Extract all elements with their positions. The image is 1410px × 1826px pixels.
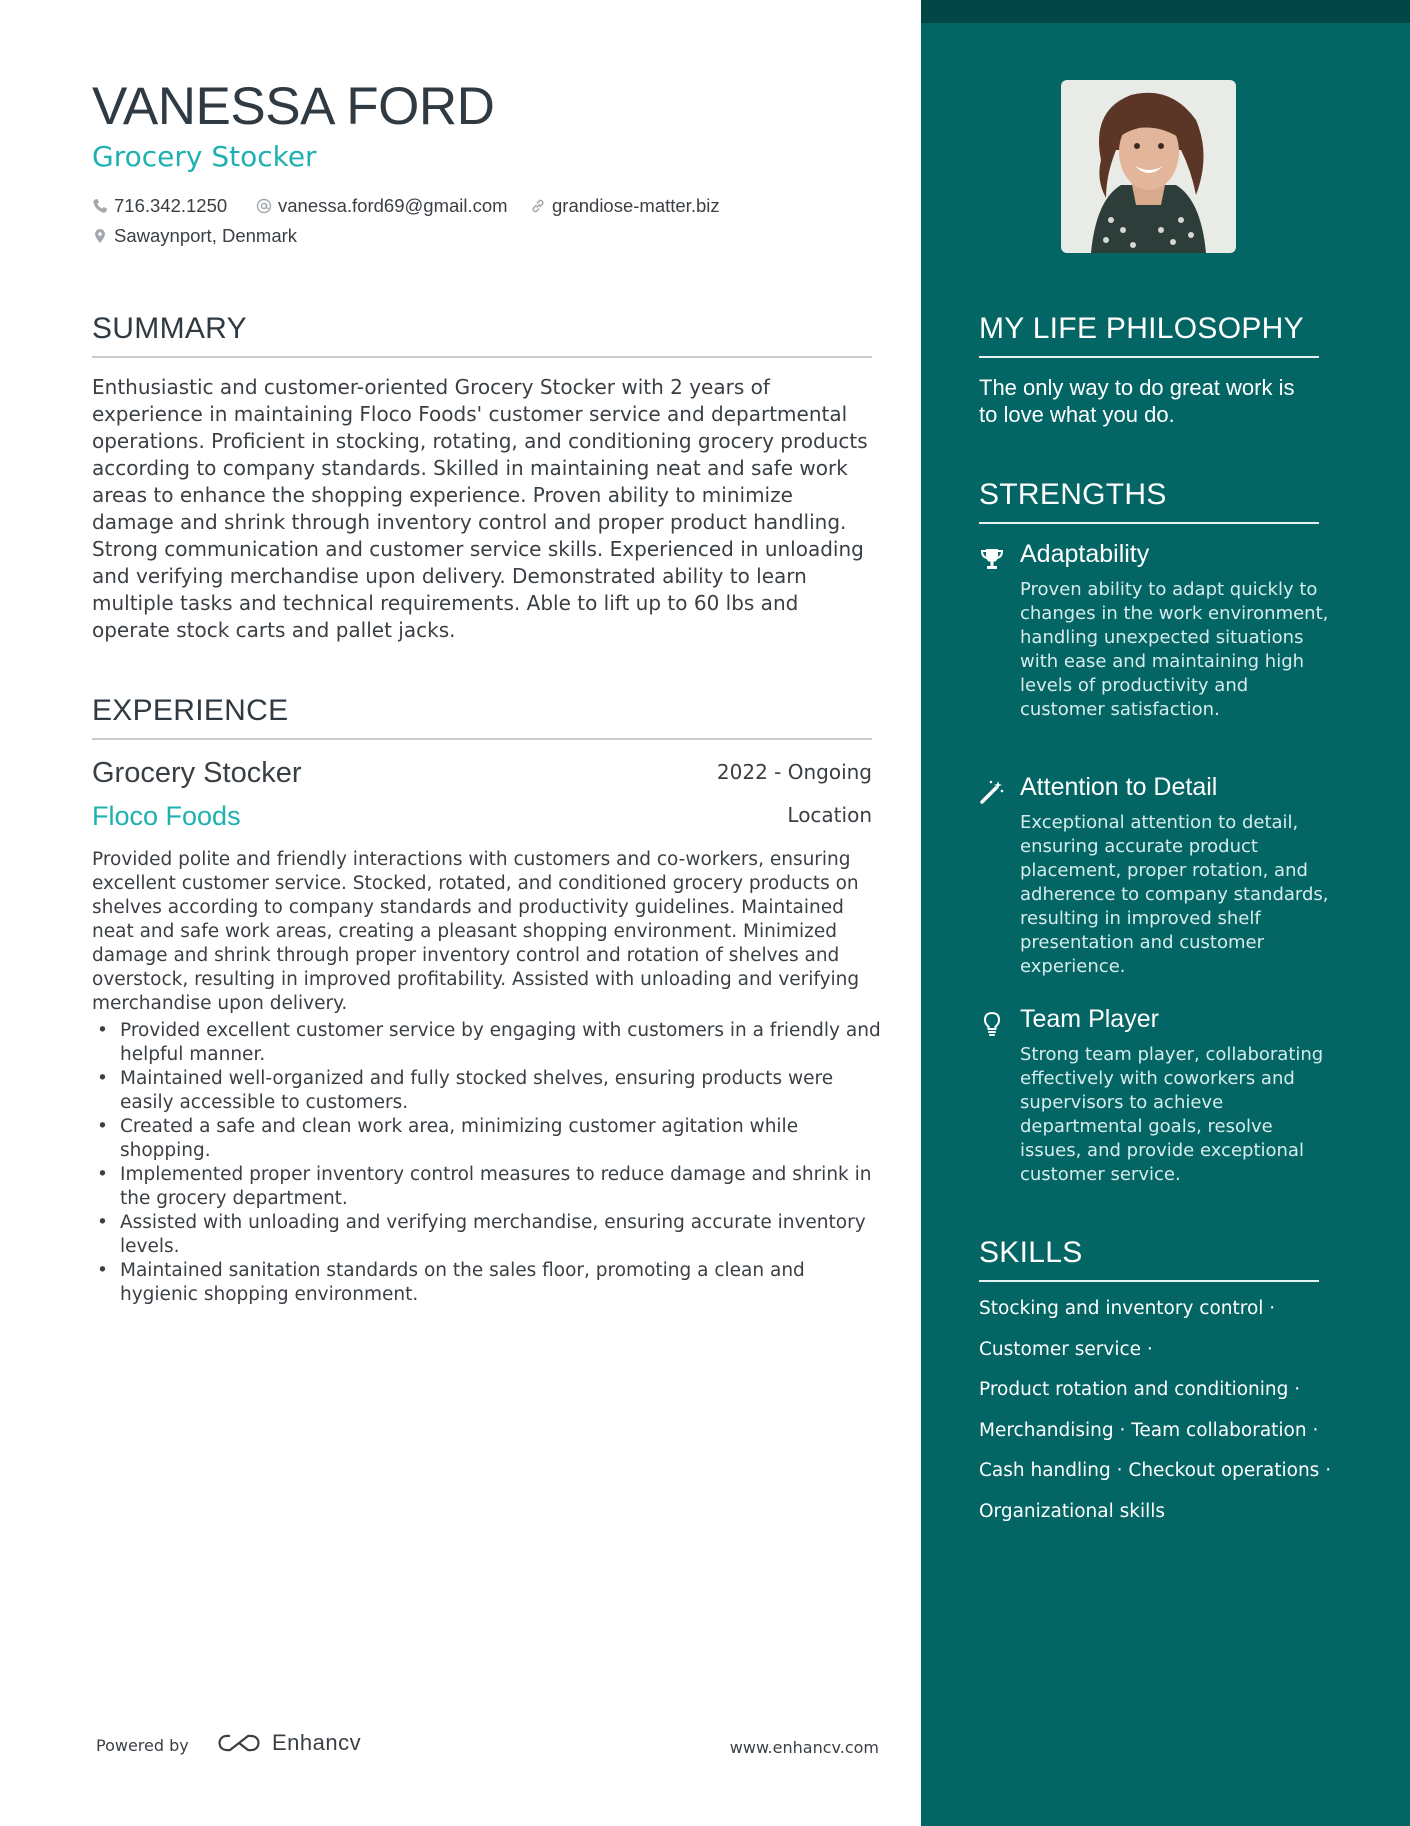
summary-heading: SUMMARY xyxy=(92,312,872,358)
summary-text: Enthusiastic and customer-oriented Grocery Stocker with 2 years of experience in maintaining Floco Foods' customer service and departmental operations. Proficient in stocking, rotating, and conditioning grocery products according to company standards. Skilled in maintaining neat and safe work areas to enhance the shopping experience. Proven ability to minimize damage and shrink through inventory control and proper product handling. Strong communication and customer service skills. Experienced in unloading and verifying merchandise upon delivery. Demonstrated ability to learn multiple tasks and technical requirements. Able to lift up to 60 lbs and operate stock carts and pallet jacks. xyxy=(92,375,868,642)
trophy-icon xyxy=(979,546,1005,572)
job-bullet: • Maintained sanitation standards on the sales floor, promoting a clean and hygienic shopping environment. xyxy=(92,1259,882,1307)
job-location: Location xyxy=(787,803,872,827)
skill-line: Cash handling · Checkout operations · xyxy=(979,1460,1332,1481)
strength-description: Proven ability to adapt quickly to changes in the work environment, handling unexpected situations with ease and maintaining high levels of productivity and customer satisfaction. xyxy=(1020,579,1329,720)
job-bullet: • Maintained well-organized and fully stocked shelves, ensuring products were easily accessible to customers. xyxy=(92,1067,882,1115)
strength-title: Adaptability xyxy=(1020,540,1150,568)
link-icon xyxy=(530,198,546,214)
experience-heading: EXPERIENCE xyxy=(92,694,872,740)
location-text: Sawaynport, Denmark xyxy=(114,225,298,246)
candidate-name: VANESSA FORD xyxy=(92,77,495,136)
job-bullet: • Assisted with unloading and verifying merchandise, ensuring accurate inventory levels. xyxy=(92,1211,882,1259)
email-text[interactable]: vanessa.ford69@gmail.com xyxy=(278,195,508,216)
website-text[interactable]: grandiose-matter.biz xyxy=(552,195,720,216)
job-bullet: • Implemented proper inventory control measures to reduce damage and shrink in the grocery department. xyxy=(92,1163,882,1211)
enhancv-logo[interactable] xyxy=(216,1730,361,1756)
candidate-role: Grocery Stocker xyxy=(92,140,317,173)
skill-line: Merchandising · Team collaboration · xyxy=(979,1419,1319,1441)
strength-description: Exceptional attention to detail, ensuring accurate product placement, proper rotation, and adherence to company standards, resulting in improved shelf presentation and customer experience. xyxy=(1020,812,1329,977)
lightbulb-icon xyxy=(979,1011,1005,1037)
contact-phone xyxy=(92,195,227,217)
contact-location xyxy=(92,225,297,247)
strengths-heading: STRENGTHS xyxy=(979,478,1319,524)
profile-photo xyxy=(1061,80,1236,253)
strength-title: Team Player xyxy=(1020,1005,1159,1033)
powered-by-label: Powered by xyxy=(96,1736,189,1755)
footer-url[interactable]: www.enhancv.com xyxy=(729,1738,879,1757)
job-title: Grocery Stocker xyxy=(92,757,302,789)
skill-line: Stocking and inventory control · xyxy=(979,1298,1276,1319)
strength-title: Attention to Detail xyxy=(1020,773,1218,801)
location-pin-icon xyxy=(92,228,108,244)
job-bullet: • Created a safe and clean work area, minimizing customer agitation while shopping. xyxy=(92,1115,882,1163)
profile-photo-illustration xyxy=(1061,80,1236,253)
job-dates: 2022 - Ongoing xyxy=(716,760,872,784)
enhancv-logo-icon xyxy=(216,1731,262,1755)
skill-line: Organizational skills xyxy=(979,1500,1166,1522)
sidebar-top-bar xyxy=(921,0,1410,23)
sidebar xyxy=(921,0,1410,1826)
skills-list xyxy=(979,1298,1339,1541)
magic-wand-icon xyxy=(979,779,1005,805)
philosophy-heading: MY LIFE PHILOSOPHY xyxy=(979,312,1319,358)
philosophy-text: The only way to do great work is to love what you do. xyxy=(979,375,1295,427)
phone-text[interactable]: 716.342.1250 xyxy=(114,195,228,216)
job-bullet-list xyxy=(92,1019,882,1307)
strength-description: Strong team player, collaborating effectively with coworkers and supervisors to achieve departmental goals, resolve issues, and provide exceptional customer service. xyxy=(1020,1044,1324,1185)
skill-line: Customer service · xyxy=(979,1338,1153,1360)
job-description: Provided polite and friendly interactions with customers and co-workers, ensuring excellent customer service. Stocked, rotated, and conditioned grocery products on shelves according to company standards and productivity guidelines. Maintained neat and safe work areas, creating a pleasant shopping environment. Minimized damage and shrink through proper inventory control and rotation of shelves and overstock, resulting in improved profitability. Assisted with unloading and verifying merchandise upon delivery. xyxy=(92,849,860,1014)
at-sign-icon xyxy=(256,198,272,214)
contact-email xyxy=(256,195,508,217)
job-company: Floco Foods xyxy=(92,801,241,831)
job-bullet: • Provided excellent customer service by engaging with customers in a friendly and helpful manner. xyxy=(92,1019,882,1067)
phone-icon xyxy=(92,198,108,214)
contact-website xyxy=(530,195,720,217)
skills-heading: SKILLS xyxy=(979,1236,1319,1282)
enhancv-logo-text: Enhancv xyxy=(272,1730,362,1755)
skill-line: Product rotation and conditioning · xyxy=(979,1379,1301,1400)
